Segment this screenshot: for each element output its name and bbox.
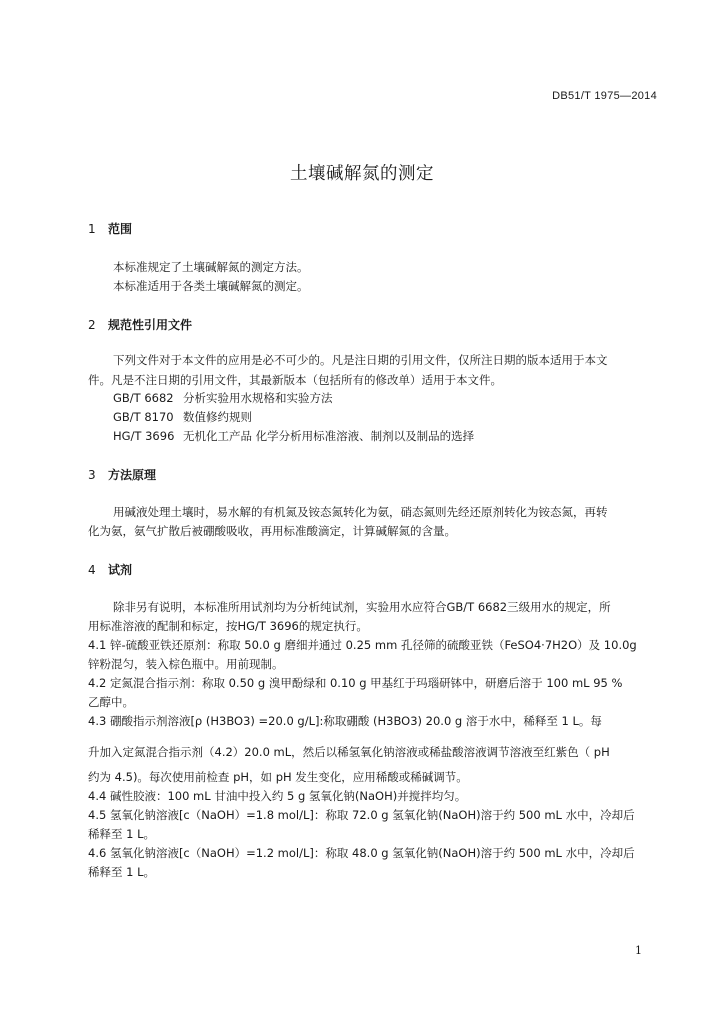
paragraph-line: 用标准溶液的配制和标定，按HG/T 3696的规定执行。 (88, 619, 368, 633)
paragraph-line: 本标准规定了土壤碱解氮的测定方法。 (113, 260, 309, 274)
document-title: 土壤碱解氮的测定 (290, 164, 434, 184)
paragraph-line: 用碱液处理土壤时，易水解的有机氮及铵态氮转化为氨，硝态氮则先经还原剂转化为铵态氮，再转 (113, 505, 608, 519)
section-1-heading (88, 220, 132, 237)
paragraph-line: 件。凡是不注日期的引用文件，其最新版本（包括所有的修改单）适用于本文件。 (88, 373, 502, 387)
clause-4-6-line: 4.6 氢氧化钠溶液[c（NaOH）=1.2 mol/L]：称取 48.0 g 氢氧化钠(NaOH)溶于约 500 mL 水中，冷却后 (88, 846, 635, 860)
standard-code: DB51/T 1975—2014 (552, 90, 657, 102)
section-title: 试剂 (108, 563, 133, 577)
reference-item (113, 409, 683, 425)
section-3-heading (88, 466, 156, 483)
clause-4-5-line: 4.5 氢氧化钠溶液[c（NaOH）=1.8 mol/L]：称取 72.0 g 氢氧化钠(NaOH)溶于约 500 mL 水中，冷却后 (88, 808, 635, 822)
paragraph-line: 稀释至 1 L。 (88, 827, 156, 841)
reference-title: 分析实验用水规格和实验方法 (183, 391, 333, 405)
reference-code: GB/T 8170 (113, 410, 174, 424)
clause-4-1-line: 4.1 锌-硫酸亚铁还原剂：称取 50.0 g 磨细并通过 0.25 mm 孔径筛的硫酸亚铁（FeSO4·7H2O）及 10.0g (88, 638, 637, 652)
clause-4-3-line: 4.3 硼酸指示剂溶液[ρ (H3BO3) =20.0 g/L]:称取硼酸 (H3BO3) 20.0 g 溶于水中，稀释至 1 L。每 (88, 714, 602, 728)
paragraph-line: 下列文件对于本文件的应用是必不可少的。凡是注日期的引用文件，仅所注日期的版本适用于本文 (113, 353, 608, 367)
section-number: 2 (88, 318, 96, 332)
paragraph-line: 约为 4.5)。每次使用前检查 pH，如 pH 发生变化，应用稀酸或稀碱调节。 (88, 770, 468, 784)
reference-code: GB/T 6682 (113, 391, 174, 405)
section-2-heading (88, 316, 192, 333)
paragraph-line: 除非另有说明，本标准所用试剂均为分析纯试剂，实验用水应符合GB/T 6682三级用水的规定，所 (113, 600, 611, 614)
reference-title: 无机化工产品 化学分析用标准溶液、制剂以及制品的选择 (183, 429, 475, 443)
section-number: 1 (88, 222, 96, 236)
reference-title: 数值修约规则 (183, 410, 252, 424)
section-number: 3 (88, 468, 96, 482)
reference-item (113, 390, 683, 406)
paragraph-line: 升加入定氮混合指示剂（4.2）20.0 mL，然后以稀氢氧化钠溶液或稀盐酸溶液调节溶液至红紫色（ pH (88, 745, 610, 759)
paragraph-line: 锌粉混匀，装入棕色瓶中。用前现制。 (88, 657, 284, 671)
paragraph-line: 乙醇中。 (88, 695, 134, 709)
clause-4-2-line: 4.2 定氮混合指示剂：称取 0.50 g 溴甲酚绿和 0.10 g 甲基红于玛瑙研钵中，研磨后溶于 100 mL 95 % (88, 676, 623, 690)
paragraph-line: 本标准适用于各类土壤碱解氮的测定。 (113, 279, 309, 293)
page-number: 1 (635, 944, 642, 957)
clause-4-4-line: 4.4 碱性胶液：100 mL 甘油中投入约 5 g 氢氧化钠(NaOH)并搅拌均匀。 (88, 789, 467, 803)
section-number: 4 (88, 563, 96, 577)
paragraph-line: 稀释至 1 L。 (88, 865, 156, 879)
paragraph-line: 化为氨，氨气扩散后被硼酸吸收，再用标准酸滴定，计算碱解氮的含量。 (88, 524, 456, 538)
section-title: 规范性引用文件 (108, 318, 193, 332)
section-title: 方法原理 (108, 468, 157, 482)
reference-code: HG/T 3696 (113, 429, 175, 443)
reference-item (113, 428, 683, 444)
section-4-heading (88, 561, 132, 578)
section-title: 范围 (108, 222, 133, 236)
